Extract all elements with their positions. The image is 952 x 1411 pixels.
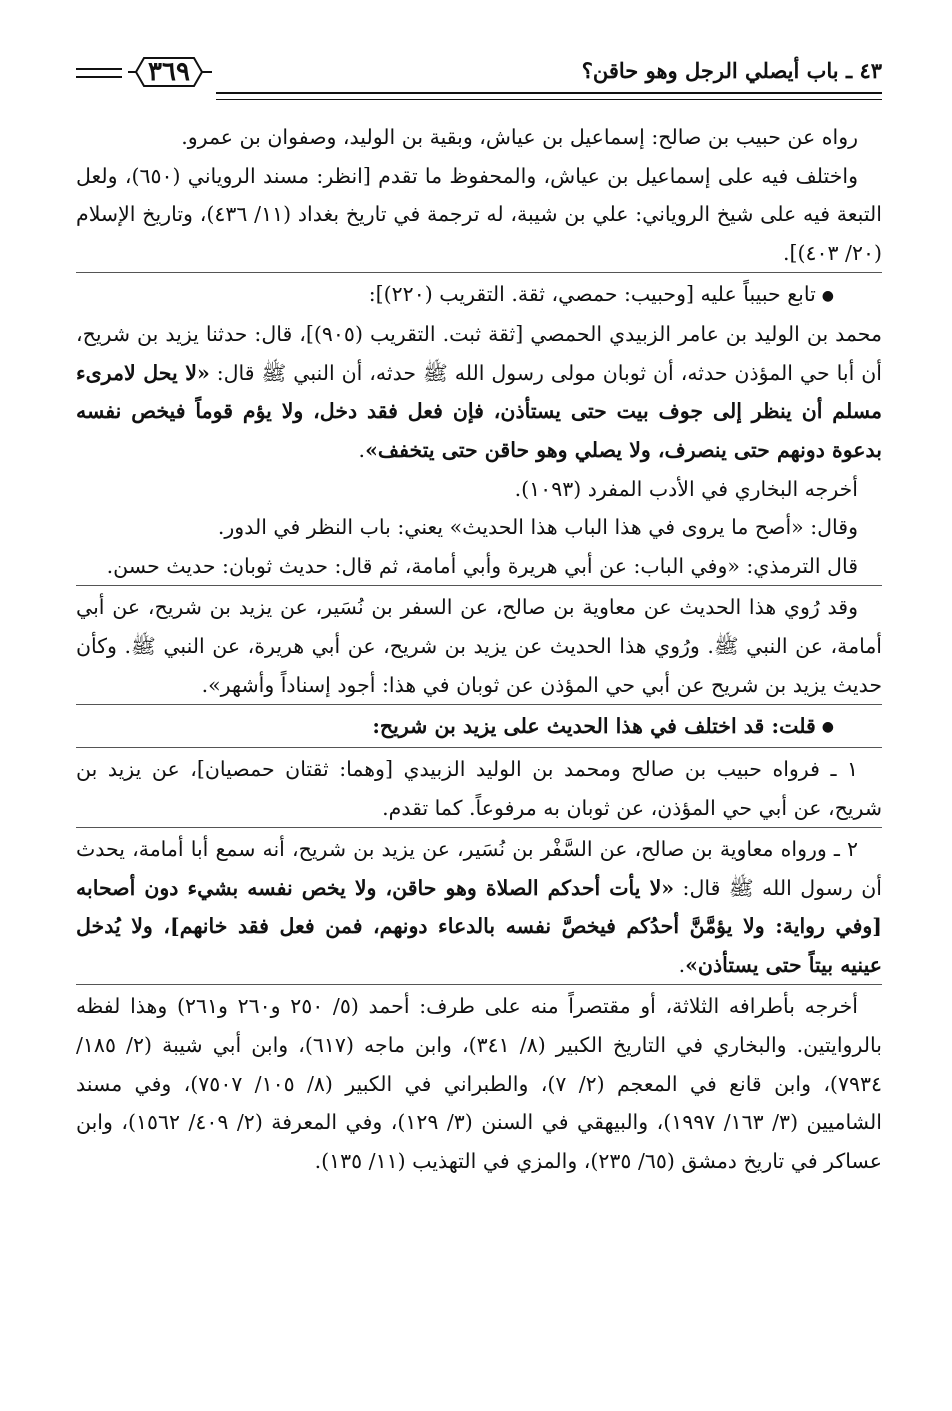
header-rule [216,92,882,100]
header-ornament-dashes [76,68,122,78]
paragraph: قال الترمذي: «وفي الباب: عن أبي هريرة وأبي أمامة، ثم قال: حديث ثوبان: حديث حسن. [106,553,858,578]
paragraph: رواه عن حبيب بن صالح: إسماعيل بن عياش، وبقية بن الوليد، وصفوان بن عمرو. [181,125,858,149]
paragraph: ١ ـ فرواه حبيب بن صالح ومحمد بن الوليد الزبيدي [وهما: ثقتان حمصيان]، عن يزيد بن شريح، عن أبي حي المؤذن، عن ثوبان به مرفوعاً. كما تقدم. [76,747,882,827]
paragraph: ●تابع حبيباً عليه [وحبيب: حمصي، ثقة. التقريب (٢٢٠)]: [76,272,882,315]
page-header [76,52,882,100]
hadith-text: «لا يحل لامرىء مسلم أن ينظر إلى جوف بيت حتى يستأذن، فإن فعل فقد دخل، ولا يؤم قوماً فيخص نفسه بدعوة دونهم حتى ينصرف، ولا يصلي وهو حاقن حتى يتخفف» [76,360,882,462]
paragraph: ٢ ـ ورواه معاوية بن صالح، عن السَّفْر بن نُسَير، عن يزيد بن شريح، أنه سمع أبا أمامة، يحدث أن رسول الله ﷺ قال: «لا يأت أحدكم الصلاة وهو حاقن، ولا يخص نفسه بشيء دون أصحابه [وفي رواية: ولا يؤمَّنَّ أحدُكم فيخصَّ نفسه بالدعاء دونهم، فمن فعل فقد خانهم]، ولا يُدخل عينيه بيتاً حتى يستأذن». [76,827,882,984]
paragraph: وقد رُوي هذا الحديث عن معاوية بن صالح، عن السفر بن نُسَير، عن يزيد بن شريح، عن أبي أمامة، عن النبي ﷺ. ورُوي هذا الحديث عن يزيد بن شريح، عن أبي هريرة، عن النبي ﷺ. وكأن حديث يزيد بن شريح عن أبي حي المؤذن عن ثوبان في هذا: أجود إسناداً وأشهر». [76,585,882,704]
page-body [76,118,882,1180]
chapter-title: ٤٣ ـ باب أيصلي الرجل وهو حاقن؟ [581,58,882,83]
paragraph: أخرجه بأطرافه الثلاثة، أو مقتصراً منه على طرف: أحمد (٥/ ٢٥٠ و٢٦٠ و٢٦١) وهذا لفظه بالروايتين. والبخاري في التاريخ الكبير (٨/ ٣٤١)، وابن ماجه (٦١٧)، وابن أبي شيبة (٢/ ١٨٥/ ٧٩٣٤)، وابن قانع في المعجم (٢/ ٧)، والطبراني في الكبير (٨/ ١٠٥/ ٧٥٠٧)، وفي مسند الشاميين (٣/ ١٦٣/ ١٩٩٧)، والبيهقي في السنن (٣/ ١٢٩)، وفي المعرفة (٢/ ٤٠٩/ ١٥٦٢)، وابن عساكر في تاريخ دمشق (٦٥/ ٢٣٥)، والمزي في التهذيب (١١/ ١٣٥). [76,984,882,1180]
bullet-marker-icon: ● [821,287,834,304]
page-number-frame [126,54,212,90]
paragraph: واختلف فيه على إسماعيل بن عياش، والمحفوظ ما تقدم [انظر: مسند الروياني (٦٥٠)، ولعل التبعة فيه على شيخ الروياني: علي بن شيبة، له ترجمة في تاريخ بغداد (١١/ ٤٣٦)، وتاريخ الإسلام (٢٠/ ٤٠٣)]. [76,163,882,265]
bullet-marker-icon: ● [821,719,834,736]
paragraph: أخرجه البخاري في الأدب المفرد (١٠٩٣). [514,476,858,501]
paragraph: محمد بن الوليد بن عامر الزبيدي الحمصي [ثقة ثبت. التقريب (٩٠٥)]، قال: حدثنا يزيد بن شريح، أن أبا حي المؤذن حدثه، أن ثوبان مولى رسول الله ﷺ حدثه، أن النبي ﷺ قال: «لا يحل لامرىء مسلم أن ينظر إلى جوف بيت حتى يستأذن، فإن فعل فقد دخل، ولا يؤم قوماً فيخص نفسه بدعوة دونهم حتى ينصرف، ولا يصلي وهو حاقن حتى يتخفف». [76,322,882,462]
paragraph: ●قلت: قد اختلف في هذا الحديث على يزيد بن شريح: [76,704,882,747]
page-number: ٣٦٩ [148,57,190,87]
paragraph: وقال: «أصح ما يروى في هذا الباب هذا الحديث» يعني: باب النظر في الدور. [217,515,858,540]
hadith-text: «لا يأت أحدكم الصلاة وهو حاقن، ولا يخص نفسه بشيء دون أصحابه [وفي رواية: ولا يؤمَّنَّ أحدُكم فيخصَّ نفسه بالدعاء دونهم، فمن فعل فقد خانهم]، ولا يُدخل عينيه بيتاً حتى يستأذن» [76,875,882,977]
